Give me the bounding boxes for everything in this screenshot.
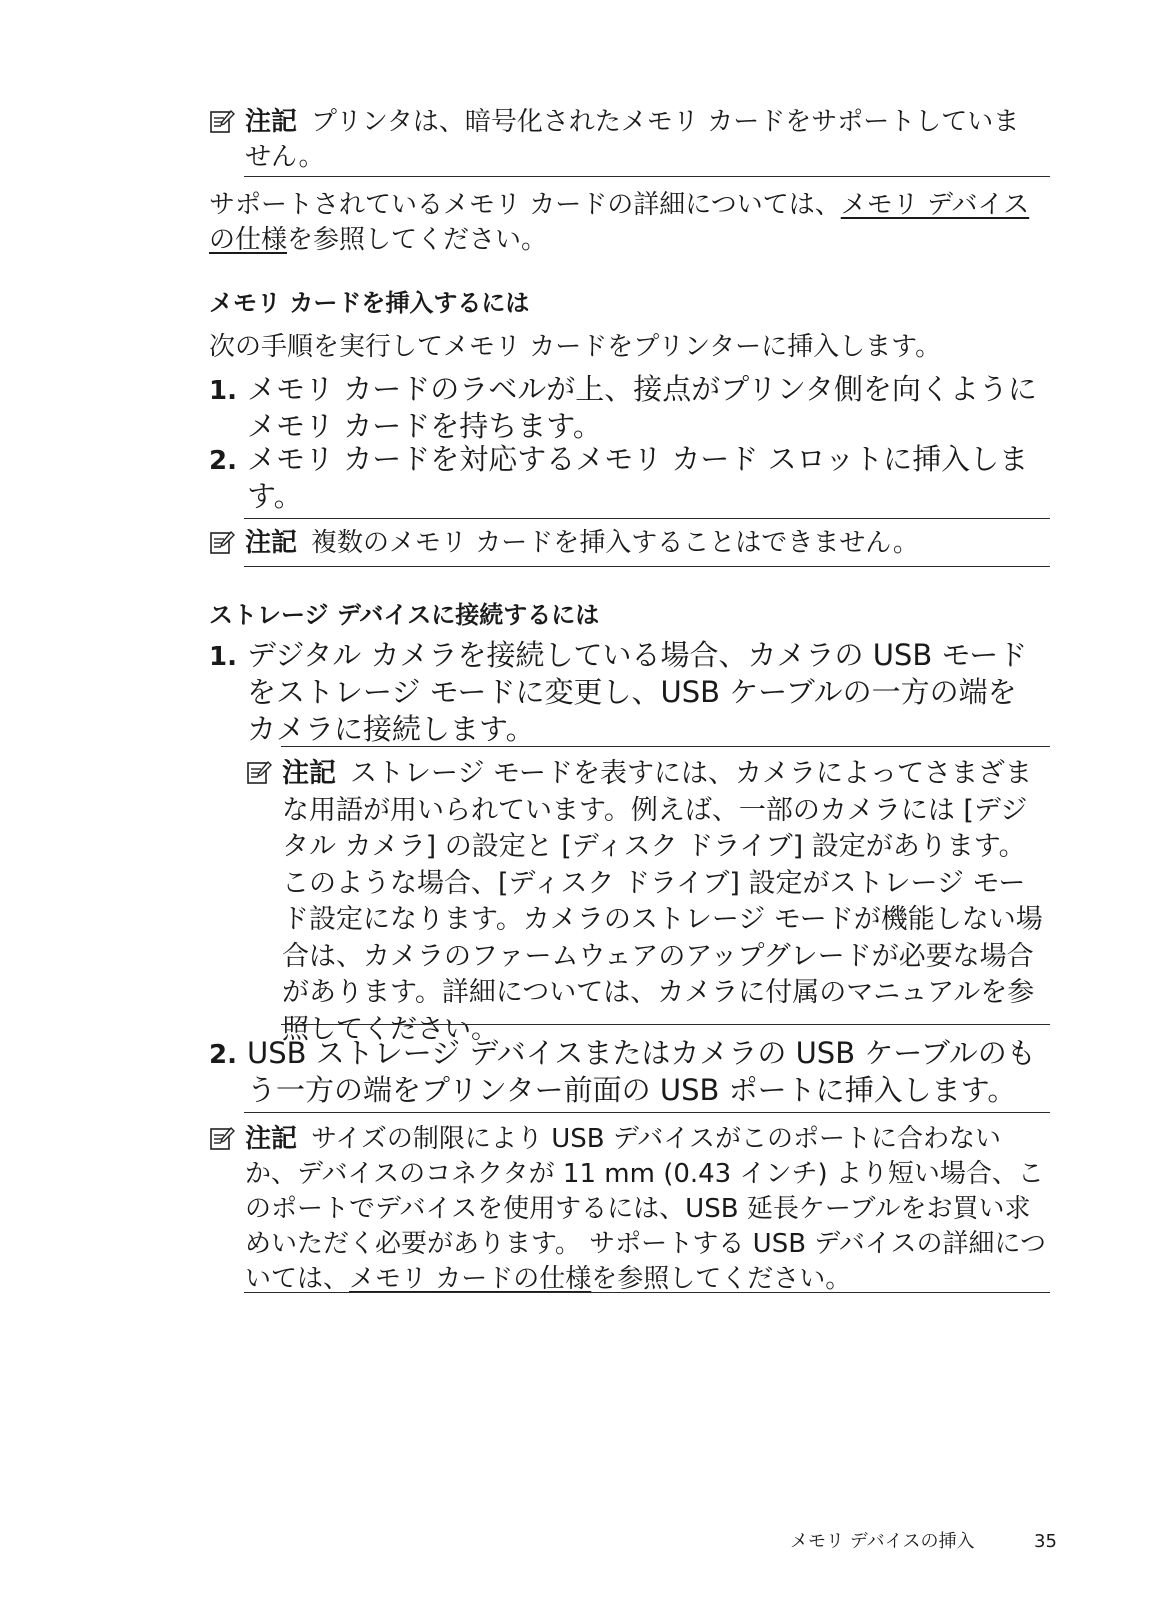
divider xyxy=(244,176,1050,177)
page-number: 35 xyxy=(1034,1531,1057,1552)
note-storage-mode xyxy=(246,756,1046,1045)
note-label: 注記 xyxy=(282,758,336,789)
intro-prefix: サポートされているメモリ カードの詳細については、 xyxy=(209,190,841,220)
note-icon xyxy=(209,1126,235,1152)
step-number: 2. xyxy=(209,446,237,476)
step-number: 1. xyxy=(209,376,237,406)
note-encrypted-cards xyxy=(209,105,1045,175)
note-label: 注記 xyxy=(245,1124,298,1154)
note-label: 注記 xyxy=(245,107,298,137)
step-text: メモリ カードのラベルが上、接点がプリンタ側を向くようにメモリ カードを持ちます。 xyxy=(247,372,1037,443)
note-text: プリンタは、暗号化されたメモリ カードをサポートしていません。 xyxy=(245,107,1020,172)
intro-suffix: を参照してください。 xyxy=(287,225,548,255)
divider xyxy=(244,1112,1050,1113)
note-icon xyxy=(209,109,235,135)
divider xyxy=(244,518,1050,519)
note-text: 複数のメモリ カードを挿入することはできません。 xyxy=(311,528,919,558)
note-icon xyxy=(209,530,235,556)
note-multiple-cards xyxy=(209,526,1045,562)
page-footer xyxy=(790,1531,1057,1553)
note-label: 注記 xyxy=(245,528,298,558)
note-usb-size xyxy=(209,1122,1050,1292)
note-icon xyxy=(246,760,272,786)
memory-device-spec-link[interactable]: メモリ デバイスの仕様 xyxy=(209,190,1030,255)
note-text: ストレージ モードを表すには、カメラによってさまざまな用語が用いられています。例えば、一部のカメラには [デジタル カメラ] の設定と [ディスク ドライブ] 設定があります。このような場合、[ディスク ドライブ] 設定がストレージ モード設定になります。カメラのストレージ モードが機能しない場合は、カメラのファームウェアのアップグレードが必要な場合があります。詳細については、カメラに付属のマニュアルを参照してください。 xyxy=(282,758,1043,1045)
intro-paragraph xyxy=(209,188,1054,258)
section-heading-insert-card: メモリ カードを挿入するには xyxy=(209,289,530,317)
step-text: メモリ カードを対応するメモリ カード スロットに挿入します。 xyxy=(247,442,1029,513)
step-text: USB ストレージ デバイスまたはカメラの USB ケーブルのもう一方の端をプリンター前面の USB ポートに挿入します。 xyxy=(247,1036,1036,1107)
section-heading-connect-storage: ストレージ デバイスに接続するには xyxy=(209,601,600,629)
step-number: 2. xyxy=(209,1040,237,1070)
divider xyxy=(281,1024,1050,1025)
note-text: サイズの制限により USB デバイスがこのポートに合わないか、デバイスのコネクタが 11 mm (0.43 インチ) より短い場合、このポートでデバイスを使用するには、USB 延長ケーブルをお買い求めいただく必要があります。 サポートする USB デバイスの詳細については、 xyxy=(245,1124,1046,1294)
divider xyxy=(281,746,1050,747)
step-number: 1. xyxy=(209,642,237,672)
memory-card-spec-link[interactable]: メモリ カードの仕様 xyxy=(349,1264,592,1294)
note-text-suffix: を参照してください。 xyxy=(591,1264,852,1294)
divider xyxy=(244,1292,1050,1293)
step-text: デジタル カメラを接続している場合、カメラの USB モードをストレージ モードに変更し、USB ケーブルの一方の端をカメラに接続します。 xyxy=(247,638,1028,746)
footer-section-title: メモリ デバイスの挿入 xyxy=(790,1531,975,1552)
section-lead: 次の手順を実行してメモリ カードをプリンターに挿入します。 xyxy=(209,332,942,362)
divider xyxy=(244,566,1050,567)
